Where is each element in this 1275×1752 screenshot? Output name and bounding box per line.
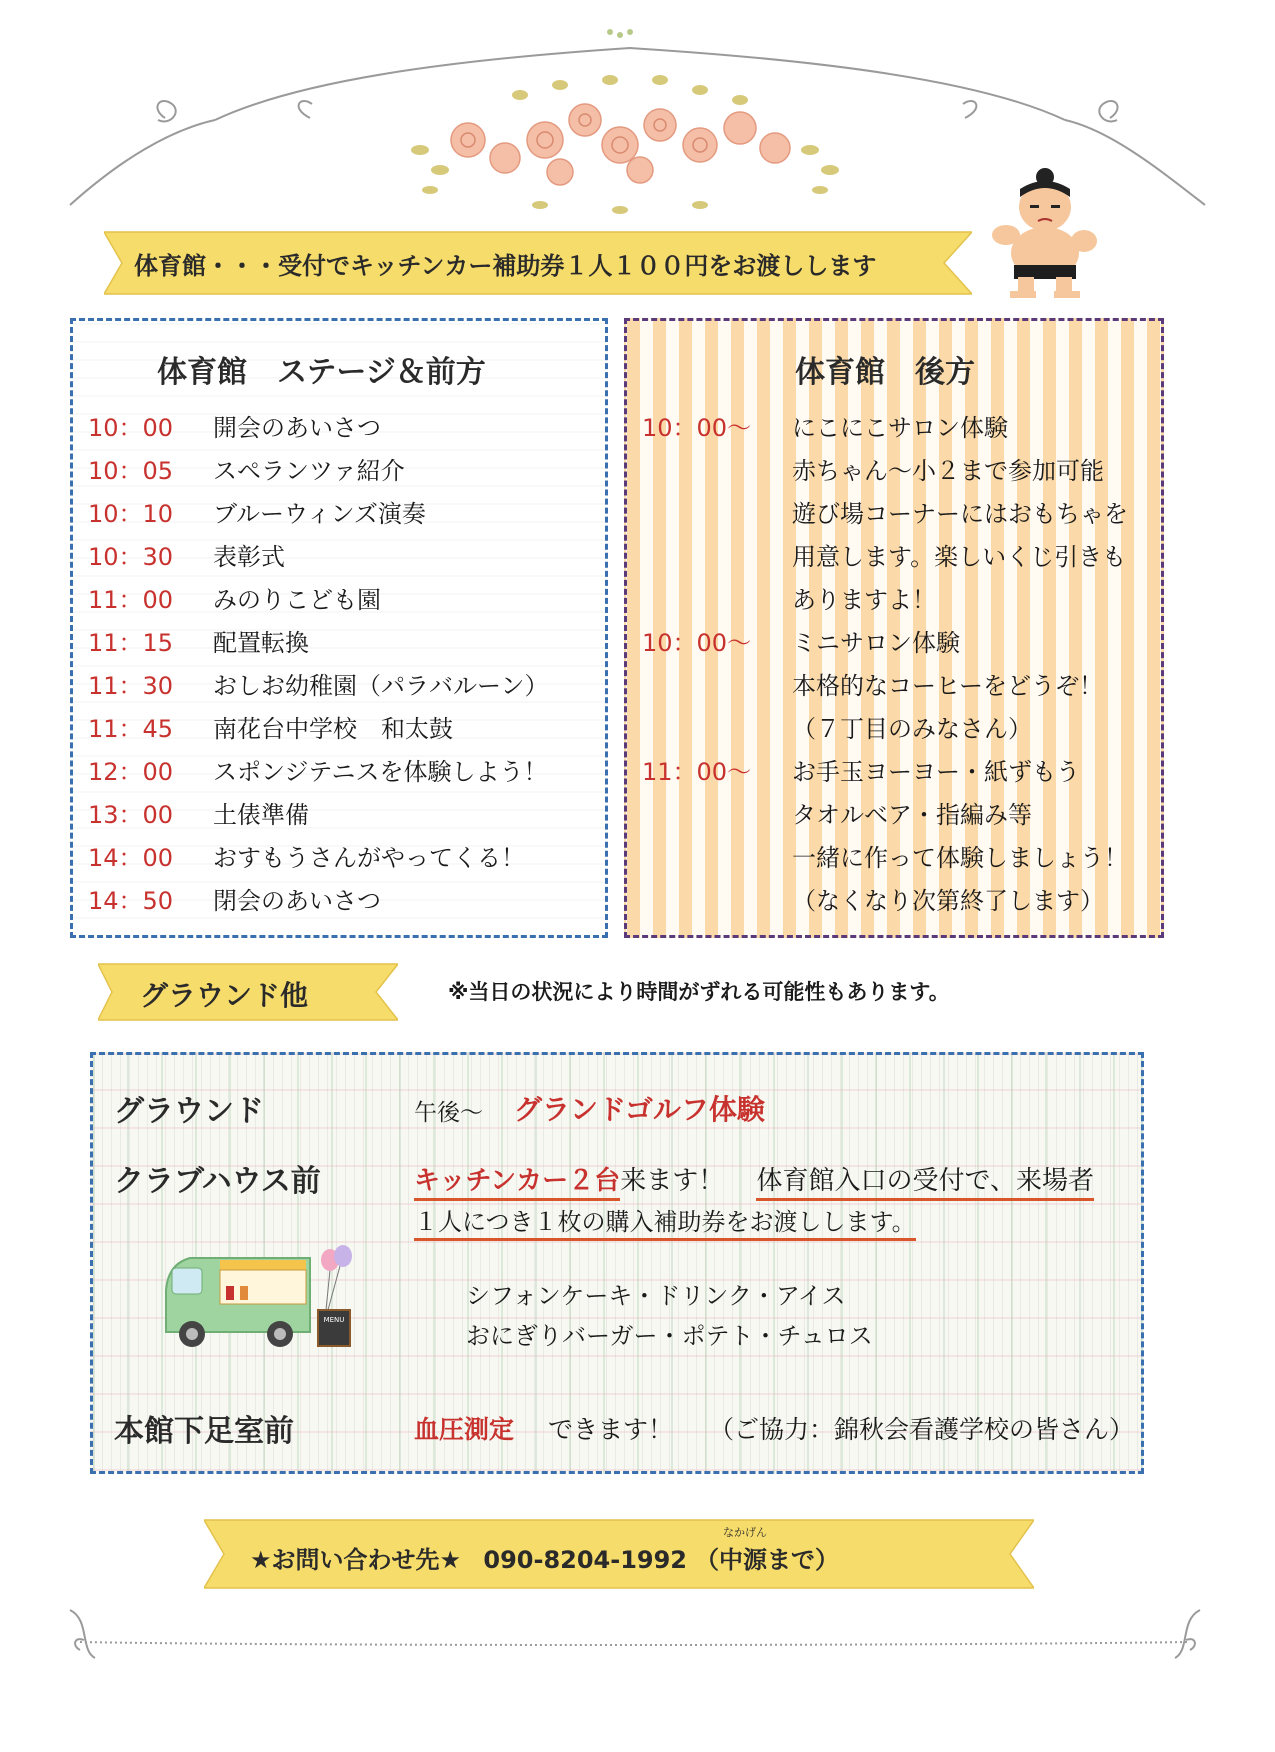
stage-schedule-row xyxy=(88,795,309,835)
schedule-item: 土俵準備 xyxy=(213,801,309,829)
rear-activity-title: お手玉ヨーヨー・紙ずもう xyxy=(792,758,1080,786)
time-change-note: ※当日の状況により時間がずれる可能性もあります。 xyxy=(448,980,950,1004)
rear-activity-detail: 用意します。楽しいくじ引きも xyxy=(792,543,1127,571)
stage-schedule-row xyxy=(88,580,381,620)
schedule-item: 配置転換 xyxy=(213,629,309,657)
schedule-item: 南花台中学校 和太鼓 xyxy=(213,715,453,743)
contact-paren-close: ） xyxy=(815,1546,840,1574)
schedule-time: 11：45 xyxy=(88,715,174,743)
schedule-time: 10：00 xyxy=(88,414,174,442)
clubhouse-notice-2-wrap xyxy=(414,1202,916,1237)
rear-activity-detail: タオルベア・指編み等 xyxy=(792,801,1032,829)
stage-schedule-row xyxy=(88,451,405,491)
menu-line-1: シフォンケーキ・ドリンク・アイス xyxy=(466,1282,846,1310)
rear-activity-title: にこにこサロン体験 xyxy=(792,414,1008,442)
basement-can: できます！ xyxy=(547,1415,673,1444)
schedule-time: 14：50 xyxy=(88,887,174,915)
rear-activity-title: ミニサロン体験 xyxy=(792,629,960,657)
schedule-item: みのりこども園 xyxy=(213,586,381,614)
stage-schedule-row xyxy=(88,666,549,706)
blood-pressure-text: 血圧測定 xyxy=(414,1415,515,1444)
rear-activity-detail: 赤ちゃん～小２まで参加可能 xyxy=(792,457,1104,485)
rear-activities-title: 体育館 後方 xyxy=(795,355,975,390)
rear-time: 11：00～ xyxy=(642,758,752,786)
schedule-item: ブルーウィンズ演奏 xyxy=(213,500,426,528)
contact-name-furigana: なかげん xyxy=(723,1526,768,1539)
schedule-time: 14：00 xyxy=(88,844,174,872)
gym-notice-text: 体育館・・・受付でキッチンカー補助券１人１００円をお渡しします xyxy=(134,252,877,280)
ground-ribbon xyxy=(98,960,398,1024)
clubhouse-notice-2: １人につき１枚の購入補助券をお渡しします。 xyxy=(414,1208,916,1241)
basement-line xyxy=(414,1410,1134,1446)
rear-activity-detail: ありますよ！ xyxy=(792,586,936,614)
gym-notice-ribbon xyxy=(104,228,972,298)
basement-credit: （ご協力：錦秋会看護学校の皆さん） xyxy=(708,1415,1134,1444)
stage-schedule-row xyxy=(88,537,285,577)
contact-phone: 090-8204-1992 xyxy=(483,1546,688,1574)
stage-schedule-row xyxy=(88,752,547,792)
ground-label: グラウンド xyxy=(114,1094,264,1129)
stage-schedule-row xyxy=(88,838,525,878)
schedule-item: 開会のあいさつ xyxy=(213,414,381,442)
schedule-item: 表彰式 xyxy=(213,543,285,571)
contact-name: 中源まで xyxy=(719,1546,816,1574)
schedule-item: 閉会のあいさつ xyxy=(213,887,381,915)
schedule-item: スペランツァ紹介 xyxy=(213,457,405,485)
menu-board-sign: MENU xyxy=(323,1316,345,1324)
rear-activity-detail: 遊び場コーナーにはおもちゃを xyxy=(792,500,1128,528)
schedule-time: 11：00 xyxy=(88,586,174,614)
basement-label: 本館下足室前 xyxy=(114,1414,294,1449)
schedule-time: 10：30 xyxy=(88,543,174,571)
clubhouse-arrives: 来ます！ xyxy=(620,1166,725,1196)
sumo-wrestler-illustration xyxy=(990,165,1100,300)
schedule-item: おしお幼稚園（パラバルーン） xyxy=(213,672,549,700)
bottom-garland-decoration xyxy=(0,1580,1275,1670)
clubhouse-label: クラブハウス前 xyxy=(114,1164,321,1199)
menu-line-2: おにぎりバーガー・ポテト・チュロス xyxy=(466,1322,873,1350)
rear-activity-detail: （なくなり次第終了します） xyxy=(792,887,1104,915)
ground-time: 午後～ xyxy=(414,1100,483,1126)
schedule-time: 11：15 xyxy=(88,629,174,657)
rear-time: 10：00～ xyxy=(642,629,752,657)
clubhouse-line xyxy=(414,1160,1094,1197)
contact-label: ★お問い合わせ先★ xyxy=(250,1546,462,1574)
stage-schedule-row xyxy=(88,494,426,534)
rear-time: 10：00～ xyxy=(642,414,752,442)
ground-event: グランドゴルフ体験 xyxy=(514,1093,765,1126)
rear-activity-detail: 一緒に作って体験しましょう！ xyxy=(792,844,1128,872)
schedule-item: おすもうさんがやってくる！ xyxy=(213,844,525,872)
rear-activity-detail: 本格的なコーヒーをどうぞ！ xyxy=(792,672,1104,700)
contact-text xyxy=(250,1526,840,1575)
stage-schedule-row xyxy=(88,623,309,663)
contact-paren-open: （ xyxy=(695,1546,720,1574)
stage-schedule-title: 体育館 ステージ＆前方 xyxy=(157,355,486,390)
schedule-time: 12：00 xyxy=(88,758,174,786)
stage-schedule-row xyxy=(88,881,381,921)
stage-schedule-row xyxy=(88,408,381,448)
kitchen-car-count: キッチンカー２台 xyxy=(414,1166,620,1201)
schedule-time: 10：05 xyxy=(88,457,174,485)
stage-schedule-row xyxy=(88,709,453,749)
clubhouse-notice-1: 体育館入口の受付で、来場者 xyxy=(756,1166,1093,1201)
schedule-time: 13：00 xyxy=(88,801,174,829)
schedule-time: 10：10 xyxy=(88,500,174,528)
schedule-time: 11：30 xyxy=(88,672,174,700)
schedule-item: スポンジテニスを体験しよう！ xyxy=(213,758,548,786)
ground-ribbon-text: グラウンド他 xyxy=(140,979,309,1012)
kitchen-car-illustration xyxy=(160,1240,370,1350)
rear-activity-detail: （７丁目のみなさん） xyxy=(792,715,1032,743)
